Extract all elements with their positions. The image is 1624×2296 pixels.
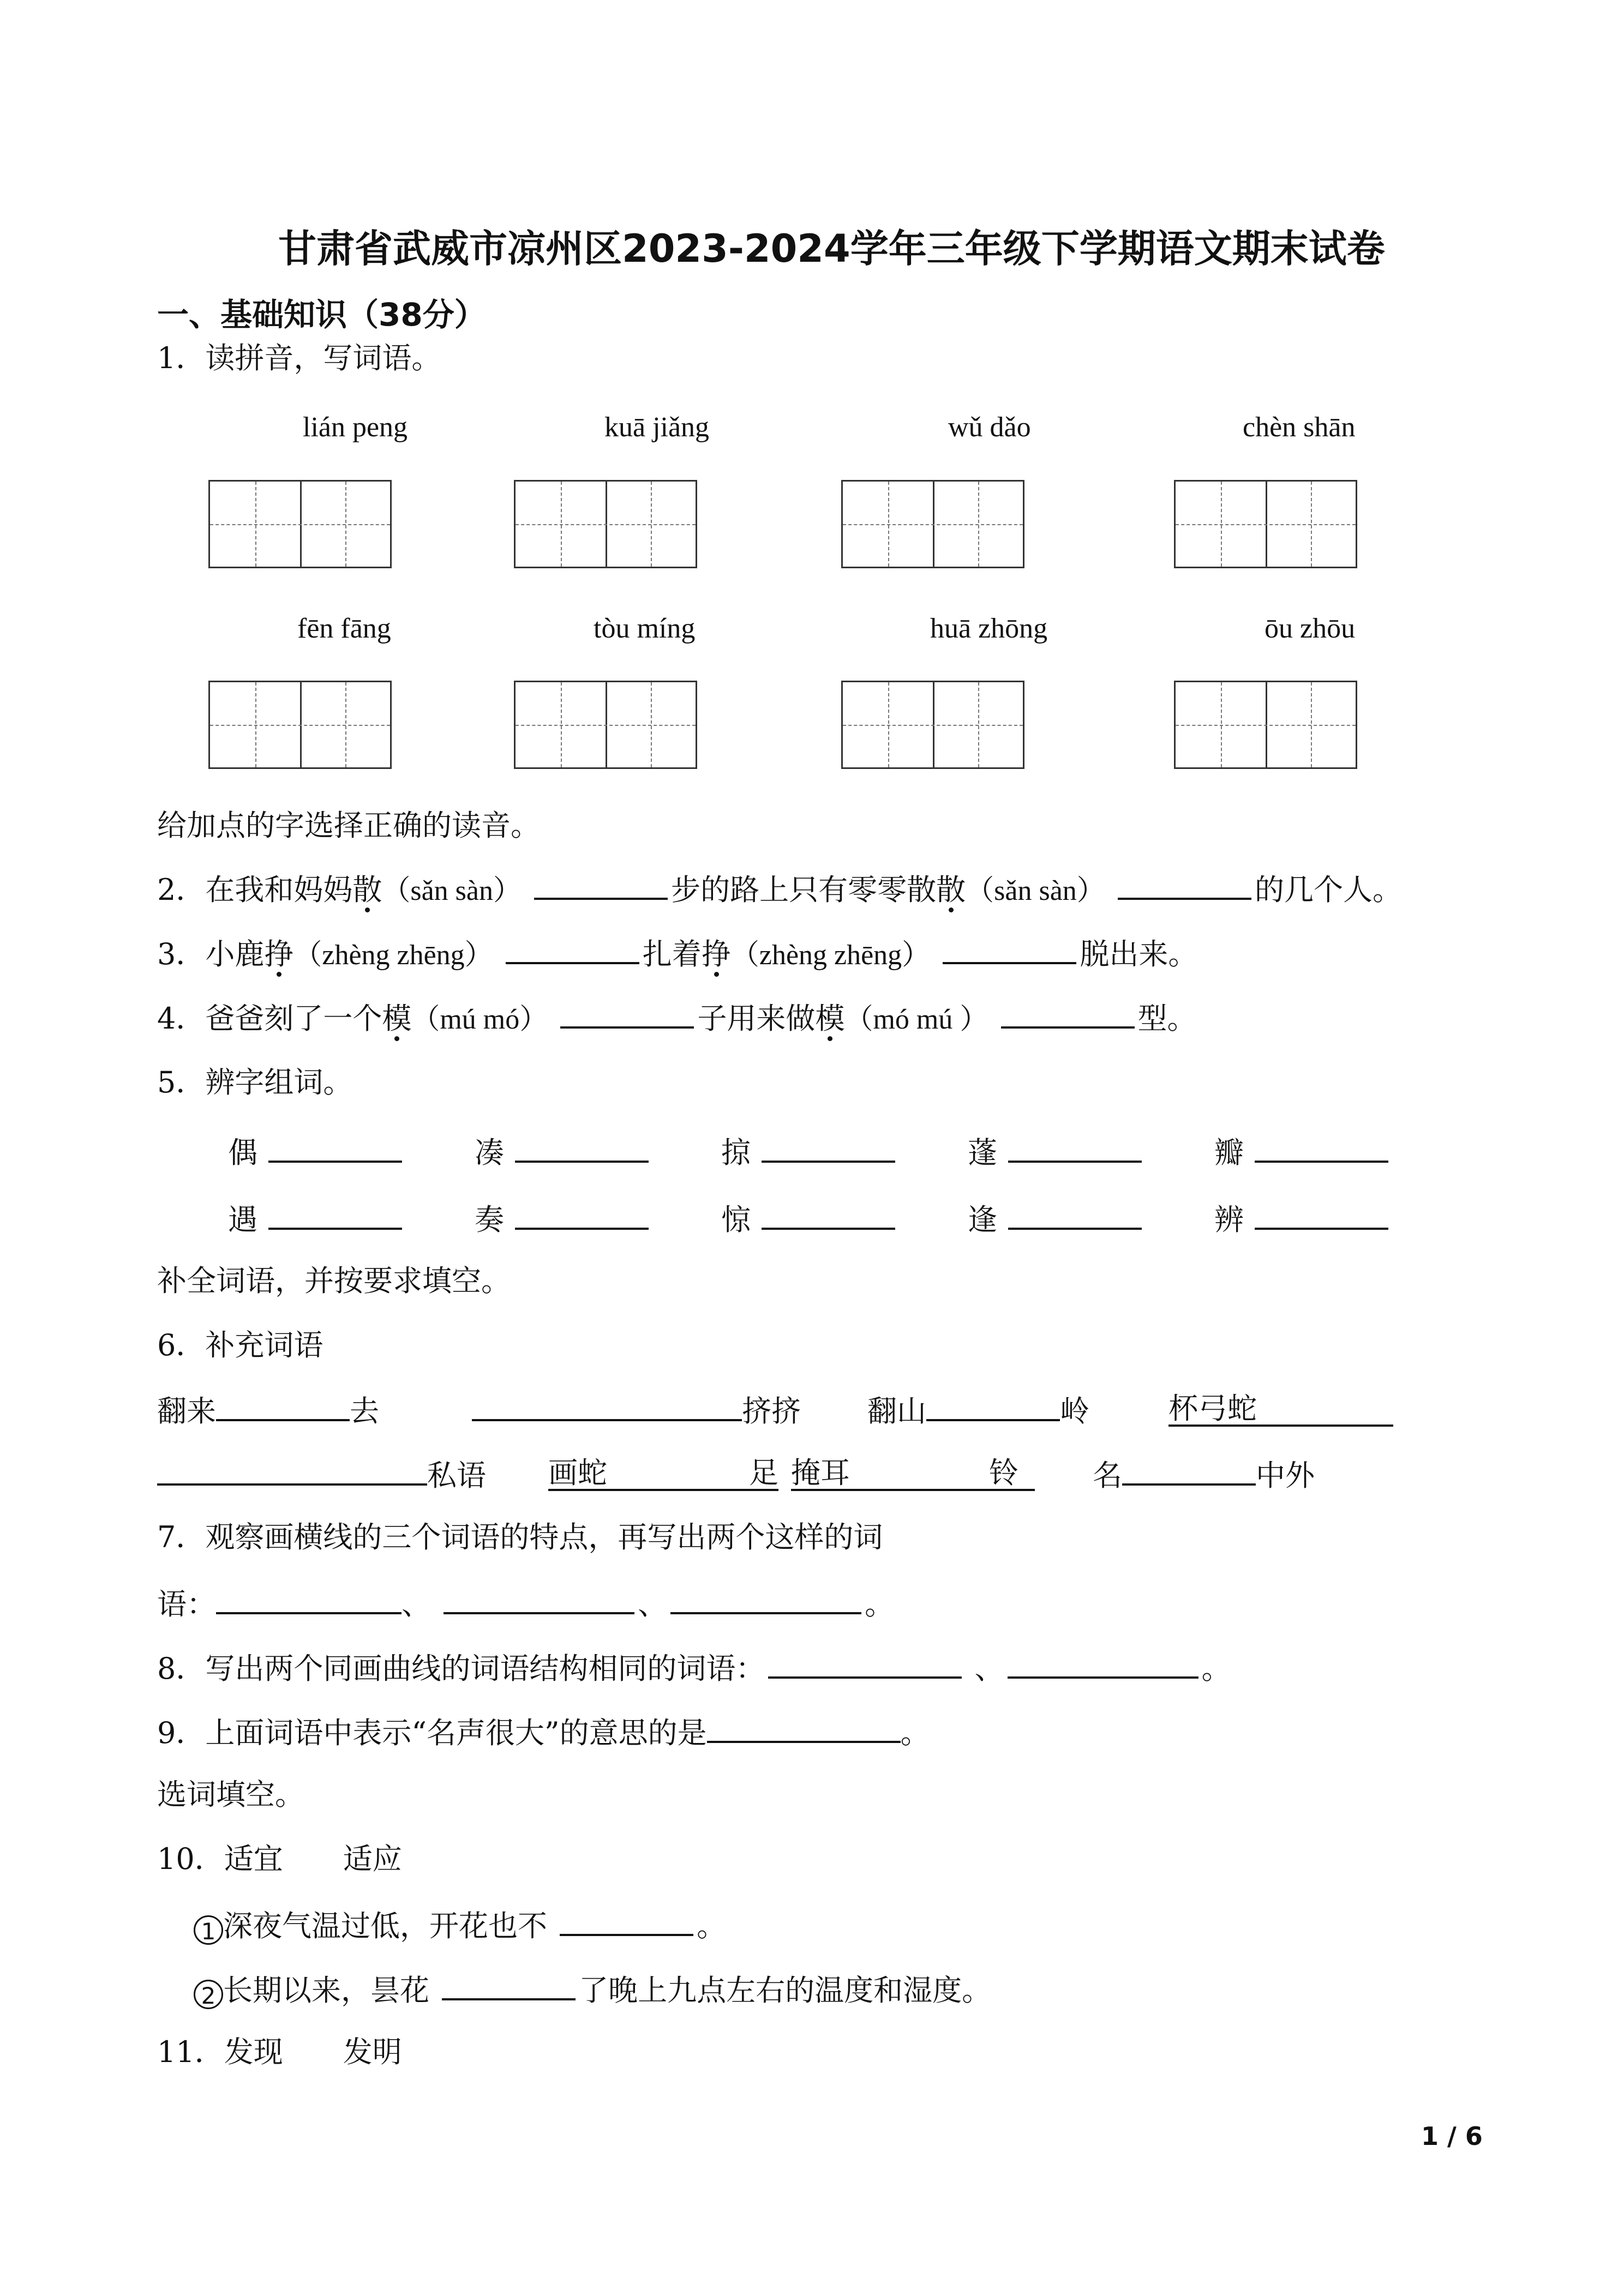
answer-blank[interactable]	[506, 937, 639, 964]
answer-blank[interactable]	[762, 1135, 895, 1163]
answer-blank[interactable]	[1255, 1203, 1388, 1230]
circled-number: 2	[194, 1980, 223, 2009]
idiom-row-1	[1168, 1391, 1393, 1427]
question-10-label: 10．适宜 适应	[157, 1842, 402, 1876]
pinyin: tòu míng	[594, 613, 696, 644]
group-instruction: 选词填空。	[157, 1777, 304, 1812]
pinyin: lián peng	[303, 412, 408, 443]
answer-blank[interactable]	[444, 1587, 634, 1614]
question-7-label: 7．观察画横线的三个词语的特点，再写出两个这样的词	[157, 1520, 883, 1554]
char-item: 掠	[721, 1135, 898, 1168]
idiom-row-2	[791, 1458, 1035, 1491]
char-item: 瓣	[1214, 1135, 1392, 1168]
writing-grid[interactable]	[514, 480, 697, 568]
question-3: 3．小鹿挣（zhèng zhēng） 扎着挣（zhèng zhēng） 脱出来。	[157, 937, 1198, 971]
question-7-answers: 语： 、 、 。	[157, 1587, 895, 1621]
question-5-label: 5．辨字组词。	[157, 1065, 353, 1099]
question-11-label: 11．发现 发明	[157, 2035, 402, 2069]
answer-blank[interactable]	[926, 1394, 1060, 1421]
answer-blank[interactable]	[268, 1135, 402, 1163]
question-6-label: 6．补充词语	[157, 1328, 323, 1362]
answer-blank[interactable]	[157, 1458, 427, 1486]
question-9: 9．上面词语中表示“名声很大”的意思的是 。	[157, 1716, 930, 1750]
char-item: 惊	[721, 1203, 898, 1235]
char-item: 凑	[475, 1135, 652, 1168]
char-item: 偶	[228, 1135, 405, 1168]
char-item: 逢	[968, 1203, 1145, 1235]
answer-blank[interactable]	[560, 1909, 693, 1936]
answer-blank[interactable]	[707, 1716, 901, 1743]
char-item: 辨	[1214, 1203, 1392, 1235]
question-4: 4．爸爸刻了一个模（mú mó） 子用来做模（mó mú ） 型。	[157, 1001, 1197, 1036]
answer-blank[interactable]	[1008, 1651, 1198, 1679]
underlined-idiom: 杯弓蛇	[1168, 1394, 1393, 1427]
answer-blank[interactable]	[1001, 1001, 1135, 1029]
answer-blank[interactable]	[216, 1587, 401, 1614]
writing-grid[interactable]	[514, 681, 697, 769]
pinyin: kuā jiǎng	[604, 412, 710, 443]
page-number: 1 / 6	[1421, 2121, 1483, 2151]
answer-blank[interactable]	[762, 1203, 895, 1230]
pinyin: fēn fāng	[297, 613, 391, 644]
writing-grid[interactable]	[841, 480, 1024, 568]
writing-grid[interactable]	[841, 681, 1024, 769]
writing-grid[interactable]	[1174, 480, 1357, 568]
answer-blank[interactable]	[768, 1651, 962, 1679]
idiom-row-2	[548, 1458, 778, 1491]
writing-grid[interactable]	[208, 681, 392, 769]
answer-blank[interactable]	[943, 937, 1076, 964]
group-instruction: 给加点的字选择正确的读音。	[157, 808, 540, 843]
question-1-label: 1．读拼音，写词语。	[157, 341, 441, 375]
answer-blank[interactable]	[560, 1001, 694, 1029]
question-10-sentence-1: 1 深夜气温过低，开花也不 。	[194, 1909, 726, 1945]
answer-blank[interactable]	[268, 1203, 402, 1230]
answer-blank[interactable]	[1122, 1458, 1256, 1486]
idiom-row-2: 私语	[157, 1458, 486, 1490]
page-title: 甘肃省武威市凉州区2023-2024学年三年级下学期语文期末试卷	[278, 226, 1385, 271]
pinyin: huā zhōng	[930, 613, 1048, 644]
section-heading: 一、基础知识（38分）	[157, 296, 486, 333]
char-item: 遇	[228, 1203, 405, 1235]
answer-blank[interactable]	[1255, 1135, 1388, 1163]
question-8: 8．写出两个同画曲线的词语结构相同的词语： 、 。	[157, 1651, 1231, 1686]
idiom-row-2: 名 中外	[1093, 1458, 1315, 1493]
circled-number: 1	[194, 1915, 223, 1945]
answer-blank[interactable]	[442, 1973, 576, 2000]
char-item: 奏	[475, 1203, 652, 1235]
question-10-sentence-2: 2 长期以来，昙花 了晚上九点左右的温度和湿度。	[194, 1973, 991, 2009]
question-2: 2．在我和妈妈散（sǎn sàn） 步的路上只有零零散散（sǎn sàn） 的几个人。	[157, 873, 1402, 907]
answer-blank[interactable]	[534, 873, 668, 900]
char-item: 蓬	[968, 1135, 1145, 1168]
answer-blank[interactable]	[1008, 1203, 1142, 1230]
underlined-idiom: 掩耳 铃	[791, 1458, 1035, 1491]
idiom-row-1: 挤挤	[472, 1394, 801, 1426]
idiom-row-1: 翻来 去	[157, 1394, 379, 1428]
pinyin: chèn shān	[1243, 412, 1356, 443]
answer-blank[interactable]	[216, 1394, 350, 1421]
underlined-idiom: 画蛇 足	[548, 1456, 778, 1490]
answer-blank[interactable]	[472, 1394, 742, 1421]
answer-blank[interactable]	[1118, 873, 1251, 900]
pinyin: ōu zhōu	[1265, 613, 1356, 644]
answer-blank[interactable]	[515, 1203, 649, 1230]
idiom-row-1: 翻山 岭	[867, 1394, 1089, 1428]
group-instruction: 补全词语，并按要求填空。	[157, 1264, 511, 1298]
answer-blank[interactable]	[670, 1587, 861, 1614]
writing-grid[interactable]	[1174, 681, 1357, 769]
answer-blank[interactable]	[515, 1135, 649, 1163]
writing-grid[interactable]	[208, 480, 392, 568]
answer-blank[interactable]	[1008, 1135, 1142, 1163]
pinyin: wǔ dǎo	[948, 412, 1031, 443]
